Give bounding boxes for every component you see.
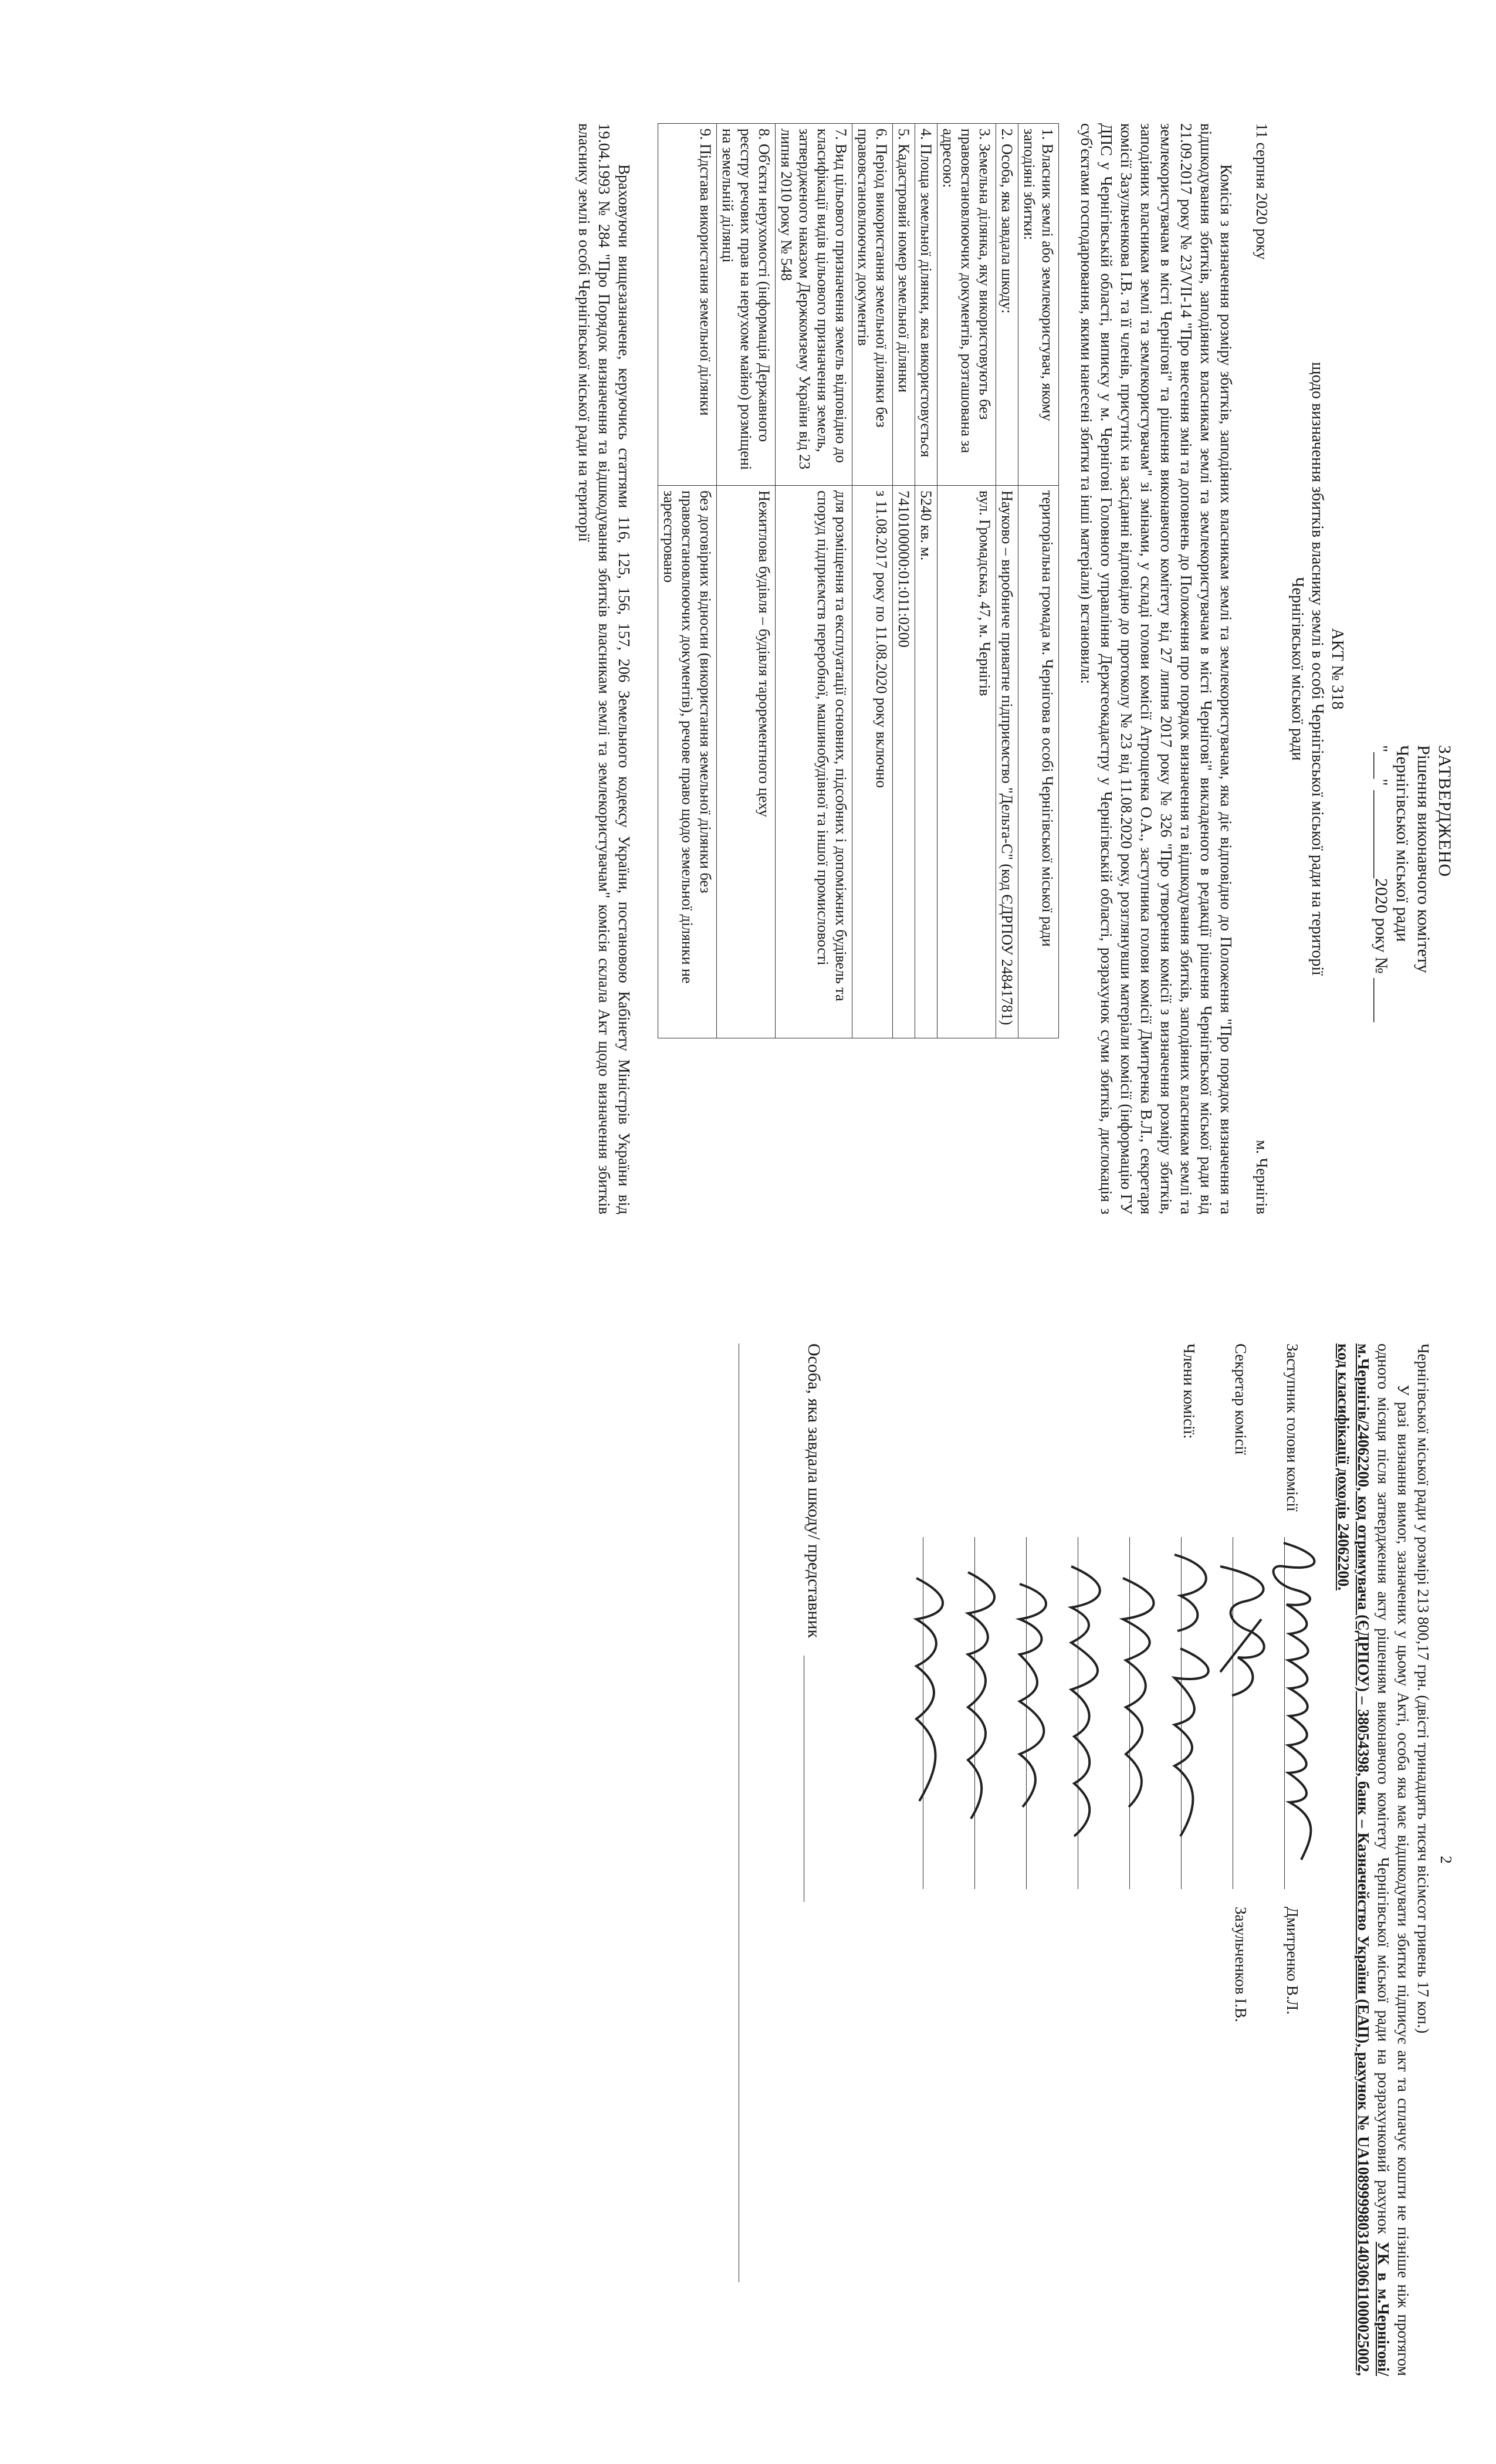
approval-block: [1370, 745, 1455, 1214]
table-row: [1018, 124, 1059, 1038]
act-title: АКТ № 318: [1328, 628, 1346, 710]
approval-council: Чернігівської міської ради: [1393, 745, 1412, 942]
row-label: 6. Період використання земельної ділянки без правовстановлюючих документів: [852, 124, 893, 486]
approval-title: ЗАТВЕРДЖЕНО: [1435, 745, 1454, 878]
date-row: [1253, 123, 1271, 1214]
signer-name: Дмитренко В.Л.: [1284, 1907, 1301, 2015]
responsible-signature-line: [804, 1656, 820, 1902]
row-value: вул. Громадська, 47, м. Чернігів: [937, 486, 996, 1038]
table-row: [717, 124, 776, 1038]
row-label: 7. Вид цільового призначення земель відповідно до класифікації видів цільового призначення земель, затвердженого наказом Держкомзему України від 23 липня 2010 року № 548: [776, 124, 852, 486]
signature-row: [1250, 1343, 1301, 2376]
row-value: з 11.08.2017 року по 11.08.2020 року включно: [852, 486, 893, 1038]
row-value: для розміщення та експлуатації основних, підсобних і допоміжних будівель та споруд підприємств переробної, машинобудівної та іншої промисловості: [776, 486, 852, 1038]
signature-block: [888, 1343, 1301, 2376]
table-row: [893, 124, 915, 1038]
row-label: 9. Підстава використання земельної ділянки: [658, 124, 717, 486]
act-date: 11 серпня 2020 року: [1253, 123, 1271, 260]
row-label: 3. Земельна ділянка, яку використовують без правовстановлюючих документів, розташована за адресою:: [937, 124, 996, 486]
table-row: [658, 124, 717, 1038]
act-heading: [1287, 123, 1347, 1214]
payment-paragraph: [1333, 1343, 1413, 2376]
responsible-person-block: [804, 1343, 824, 2376]
signer-name: Зазульченков І.В.: [1232, 1907, 1250, 2022]
handwritten-signature: [893, 1531, 975, 1942]
table-row: [852, 124, 893, 1038]
signer-role: Члени комісії:: [1180, 1343, 1198, 1439]
approval-date-number: "___" __________2020 року № _____: [1372, 745, 1391, 1023]
row-value: без договірних відносин (використання земельної ділянки без правовстановлюючих документів), речове право щодо земельної ділянки не зареєстровано: [658, 486, 717, 1038]
row-label: 1. Власник землі або землекористувач, якому заподіяні збитки:: [1018, 124, 1059, 486]
signer-role: Заступник голови комісії: [1284, 1343, 1301, 1512]
table-row: [776, 124, 852, 1038]
act-city: м. Чернігів: [1253, 1140, 1271, 1214]
land-info-table: [658, 123, 1059, 1038]
page-number: 2: [1437, 1856, 1455, 1864]
amount-continuation: Чернігівської міської ради у розмірі 213 800,17 грн. (двісті тринадцять тисяч вісімсот гривень 17 коп.): [1414, 1343, 1432, 2034]
row-value: 7410100000:01:011:0200: [893, 486, 915, 1038]
closing-paragraph: Враховуючи вищезазначене, керуючись статтями 116, 125, 156, 157, 206 Земельного кодексу України, постановою Кабінету Міністрів України від 19.04.1993 № 284 "Про Порядок визначення та відшкодування збитків власникам землі та землекористувачам" комісія склала Акт щодо визначення збитків власнику землі в особі Чернігівської міської ради на території: [576, 123, 633, 1214]
payment-account-details: УК в м.Чернігові/м.Чернігів/24062200, код отримувача (ЄДРПОУ) – 38054398, банк – Казначейство України (ЕАП), рахунок № UA108999980314030611000025002, код класифікації доходів 24062200.: [1335, 1343, 1392, 2377]
responsible-person-label: Особа, яка завдала шкоду/ представник: [804, 1343, 824, 1639]
row-label: 5. Кадастровий номер земельної ділянки: [893, 124, 915, 486]
payment-text: У разі визнання вимог, зазначених у цьому Акті, особа яка має відшкодувати збитки підписує акт та сплачує кошти не пізніше ніж протягом одного місяця після затвердження акту рішенням виконавчого комітету Чернігівської міської ради на розрахунковий рахунок: [1375, 1343, 1412, 2376]
row-label: 8. Об'єкти нерухомості (інформація Державного реєстру речових прав на нерухоме майно) розміщені на земельній ділянці: [717, 124, 776, 486]
signature-row: [888, 1343, 940, 2376]
table-row: [915, 124, 937, 1038]
row-value: територіальна громада м. Чернігова в особі Чернігівської міської ради: [1018, 486, 1059, 1038]
signer-role: Секретар комісії: [1232, 1343, 1250, 1455]
row-value: Науково – виробниче приватне підприємство "Дельта-С" (код ЄДРПОУ 24841781): [996, 486, 1018, 1038]
row-value: Нежитлова будівля – будівля тарорементного цеху: [717, 486, 776, 1038]
page-2: [0, 1261, 1496, 2464]
row-label: 4. Площа земельної ділянки, яка використовується: [915, 124, 937, 486]
approval-body: Рішення виконавчого комітету: [1414, 745, 1433, 973]
intro-paragraph: Комісія з визначення розміру збитків, заподіяних власникам землі та землекористувачам, яка діє відповідно до Положення "Про порядок визначення та відшкодування збитків, заподіяних власникам землі та землекористувачам в місті Чернігові" викладеного в редакції рішення Чернігівської міської ради від 21.09.2017 року № 23/VII-14 "Про внесення змін та доповнень до Положення про порядок визначення та відшкодування збитків, заподіяних власникам землі та землекористувачам в місті Чернігові" та рішення виконавчого комітету від 27 липня 2017 року № 326 "Про утворення комісії з визначення розміру збитків, заподіяних власникам землі та землекористувачам" зі змінами, у складі голови комісії Атрощенка О.А., заступника голови комісії Дмитренка В.Л., секретаря комісії Зазульченкова І.В. та її членів, присутніх на засіданні відповідно до протоколу № 23 від 11.08.2020 року, розглянувши матеріали комісії (інформацію ГУ ДПС у Чернігівській області, виписку у м. Чернігові Головного управління Держгеокадастру у Чернігівській області, розрахунок суми збитків, дислокація з суб'єктами господарювання, якими нанесені збитки та інші матеріали) встановила:: [1078, 123, 1235, 1214]
act-subtitle-2: Чернігівської міської ради: [1288, 577, 1307, 761]
row-value: 5240 кв. м.: [915, 486, 937, 1038]
table-row: [937, 124, 996, 1038]
act-subtitle-1: щодо визначення збитків власнику землі в особі Чернігівської міської ради на території: [1308, 362, 1326, 976]
row-label: 2. Особа, яка завдала шкоду:: [996, 124, 1018, 486]
table-row: [996, 124, 1018, 1038]
